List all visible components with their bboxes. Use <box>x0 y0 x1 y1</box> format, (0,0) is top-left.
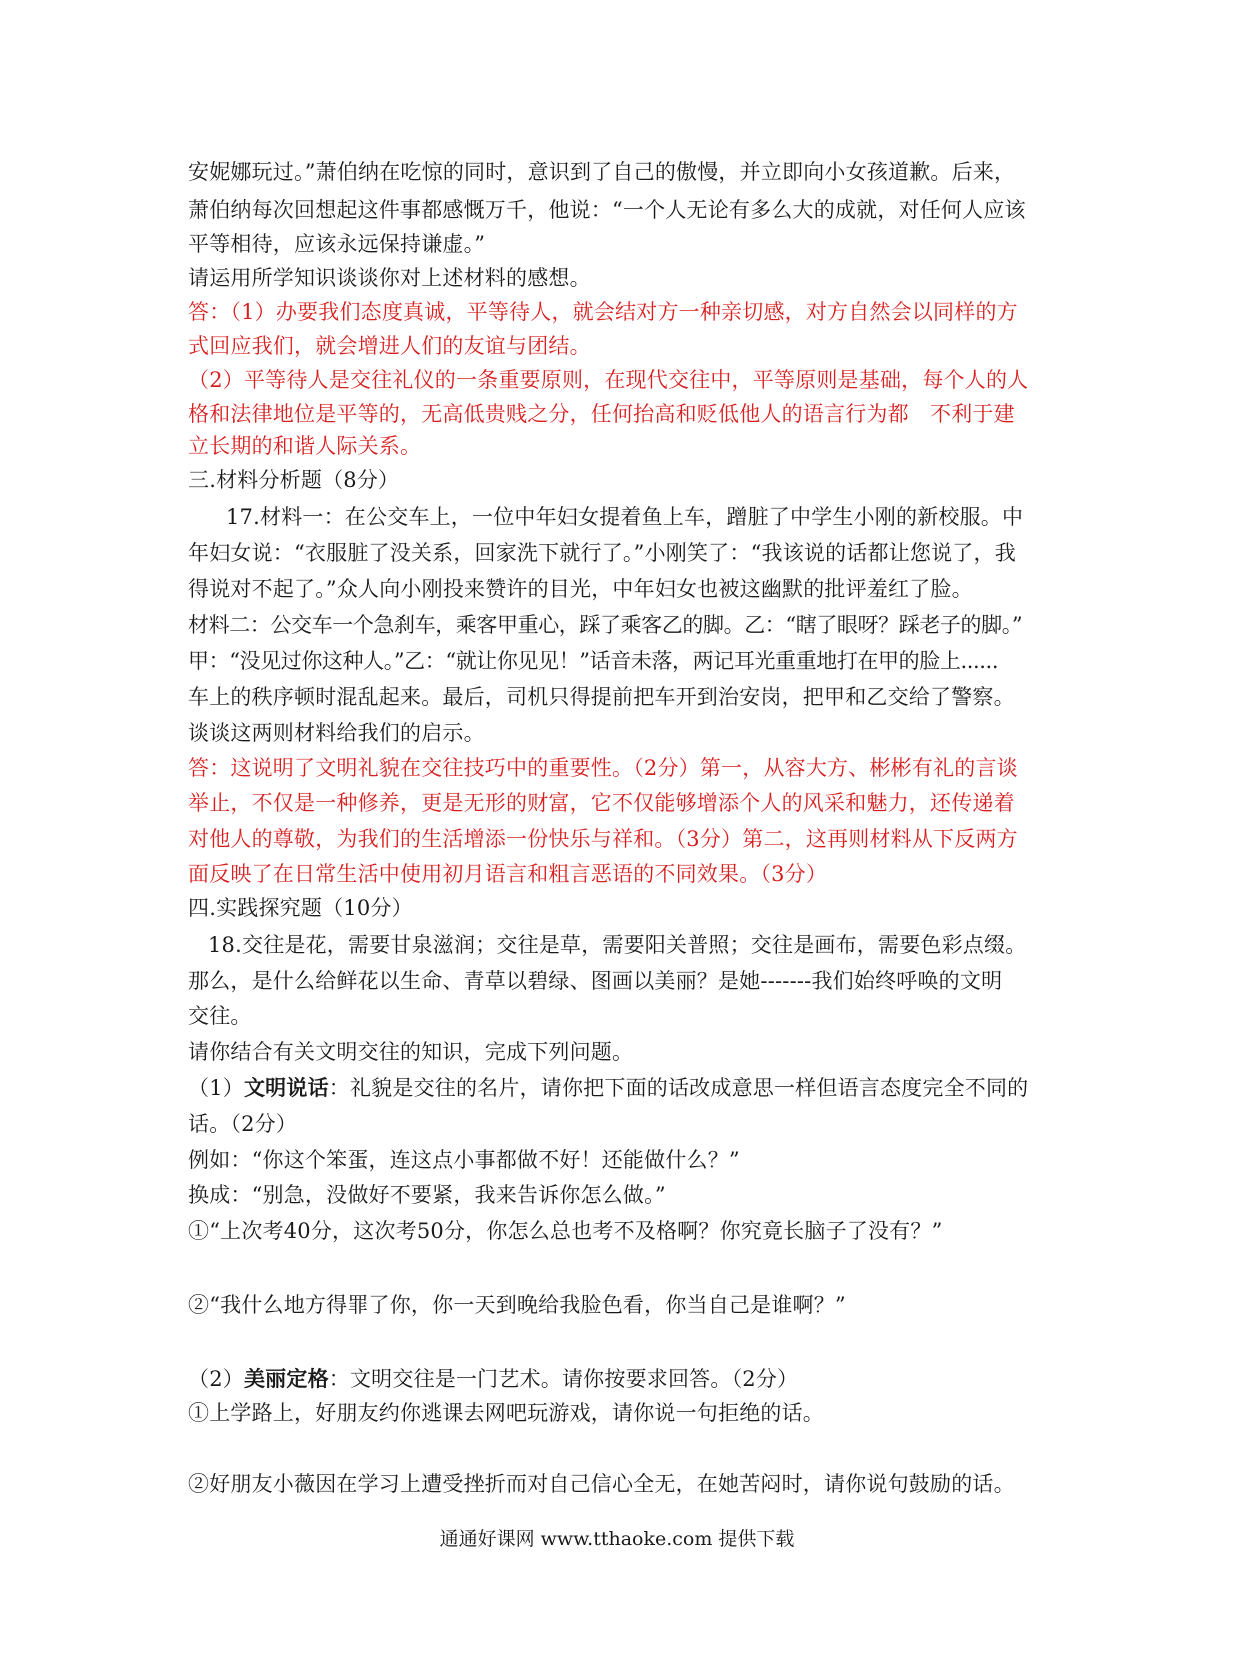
sub-question-title: 美丽定格 <box>243 1366 329 1391</box>
page-footer: 通通好课网 www.tthaoke.com 提供下载 <box>439 1528 795 1550</box>
exercise-item: ②好朋友小薇因在学习上遭受挫折而对自己信心全无，在她苦闷时，请你说句鼓励的话。 <box>188 1472 1015 1496</box>
sub-question-2 <box>188 1365 1048 1393</box>
sub-question-text: ：礼貌是交往的名片，请你把下面的话改成意思一样但语言态度完全不同的 <box>328 1076 1029 1100</box>
answer-line: 面反映了在日常生活中使用初月语言和粗言恶语的不同效果。（3分） <box>188 862 828 886</box>
answer-line: （2）平等待人是交往礼仪的一条重要原则，在现代交往中，平等原则是基础，每个人的人 <box>188 368 1029 392</box>
example-line: 换成：“别急，没做好不要紧，我来告诉你怎么做。” <box>188 1183 666 1207</box>
example-line: 例如：“你这个笨蛋，连这点小事都做不好！还能做什么？” <box>188 1148 740 1172</box>
body-line: 萧伯纳每次回想起这件事都感慨万千，他说：“一个人无论有多么大的成就，对任何人应该 <box>188 198 1026 222</box>
body-line: 话。（2分） <box>188 1112 298 1136</box>
exercise-item: ①上学路上，好朋友约你逃课去网吧玩游戏，请你说一句拒绝的话。 <box>188 1401 824 1425</box>
body-line: 得说对不起了。”众人向小刚投来赞许的目光，中年妇女也被这幽默的批评羞红了脸。 <box>188 577 973 601</box>
section-heading: 三.材料分析题（8分） <box>188 468 400 492</box>
question-prompt: 请运用所学知识谈谈你对上述材料的感想。 <box>188 266 591 290</box>
sub-question-text: ：文明交往是一门艺术。请你按要求回答。（2分） <box>328 1367 799 1391</box>
answer-line: 答：（1）办要我们态度真诚，平等待人，就会结对方一种亲切感，对方自然会以同样的方 <box>188 300 1018 324</box>
exercise-item: ②“我什么地方得罪了你，你一天到晚给我脸色看，你当自己是谁啊？” <box>188 1293 846 1317</box>
question-17: 17.材料一：在公交车上，一位中年妇女提着鱼上车，蹭脏了中学生小刚的新校服。中 <box>226 505 1024 529</box>
sub-question-number: （2） <box>188 1367 244 1391</box>
body-line: 年妇女说：“衣服脏了没关系，回家洗下就行了。”小刚笑了：“我该说的话都让您说了，我 <box>188 541 1016 565</box>
body-line: 那么，是什么给鲜花以生命、青草以碧绿、图画以美丽？是她-------我们始终呼唤的文明 <box>188 969 1003 993</box>
question-18: 18.交往是花，需要甘泉滋润；交往是草，需要阳关普照；交往是画布，需要色彩点缀。 <box>208 933 1027 957</box>
body-line: 交往。 <box>188 1004 252 1028</box>
body-line: 材料二：公交车一个急刹车，乘客甲重心，踩了乘客乙的脚。乙：“瞎了眼呀？踩老子的脚。” <box>188 613 1023 637</box>
body-line: 安妮娜玩过。”萧伯纳在吃惊的同时，意识到了自己的傲慢，并立即向小女孩道歉。后来， <box>188 160 1016 184</box>
question-prompt: 请你结合有关文明交往的知识，完成下列问题。 <box>188 1040 634 1064</box>
section-heading: 四.实践探究题（10分） <box>188 896 413 920</box>
body-line: 甲：“没见过你这种人。”乙：“就让你见见！”话音未落，两记耳光重重地打在甲的脸上...... <box>188 649 999 673</box>
sub-question-1 <box>188 1074 1048 1102</box>
answer-line: 式回应我们，就会增进人们的友谊与团结。 <box>188 334 591 358</box>
answer-line: 对他人的尊敬，为我们的生活增添一份快乐与祥和。（3分）第二，这再则材料从下反两方 <box>188 827 1018 851</box>
sub-question-title: 文明说话 <box>243 1075 329 1100</box>
question-prompt: 谈谈这两则材料给我们的启示。 <box>188 721 485 745</box>
answer-line: 立长期的和谐人际关系。 <box>188 434 422 458</box>
answer-line: 格和法律地位是平等的，无高低贵贱之分，任何抬高和贬低他人的语言行为都 不利于建 <box>188 402 1015 426</box>
body-line: 平等相待，应该永远保持谦虚。” <box>188 232 486 256</box>
exercise-item: ①“上次考40分，这次考50分，你怎么总也考不及格啊？你究竟长脑子了没有？” <box>188 1219 943 1243</box>
answer-line: 举止，不仅是一种修养，更是无形的财富，它不仅能够增添个人的风采和魅力，还传递着 <box>188 791 1015 815</box>
body-line: 车上的秩序顿时混乱起来。最后，司机只得提前把车开到治安岗，把甲和乙交给了警察。 <box>188 685 1015 709</box>
sub-question-number: （1） <box>188 1076 244 1100</box>
answer-line: 答：这说明了文明礼貌在交往技巧中的重要性。（2分）第一，从容大方、彬彬有礼的言谈 <box>188 756 1018 780</box>
